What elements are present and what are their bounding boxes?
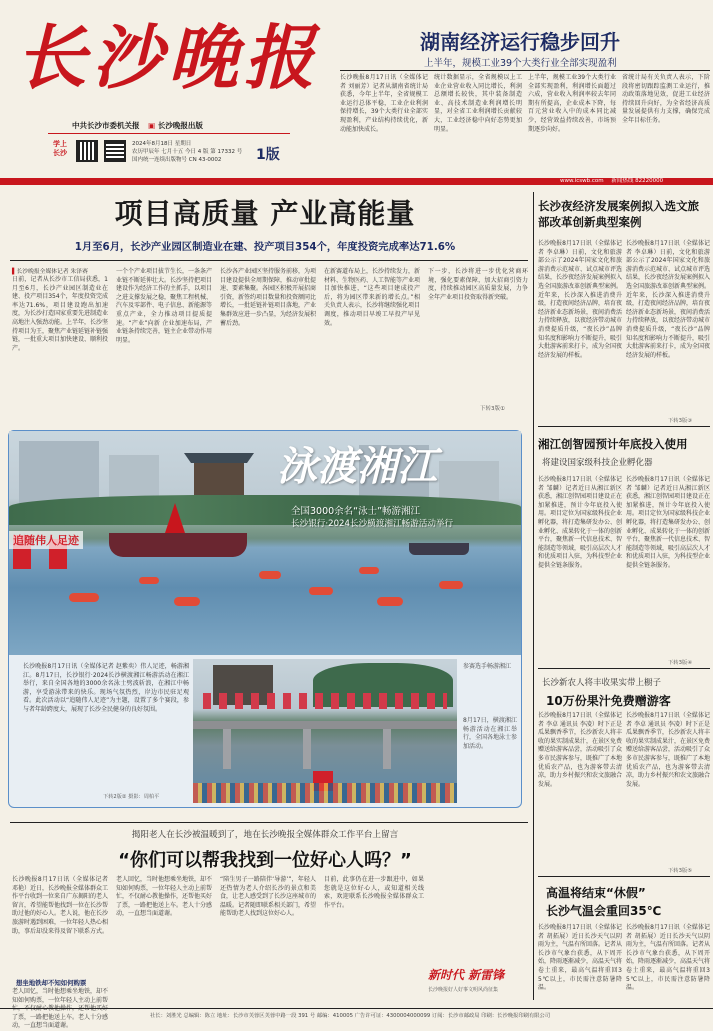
lead-story-col5: 下一步，长沙将进一步优化营商环境，强化要素保障，加大招商引资力度，持续推动园区高质量发展，力争全年产业项目投资取得新突破。 — [428, 268, 528, 301]
bottom-story-col3: “陪生男子一路陪伴‘导游’”，年轻人还热情为老人介绍长沙的景点和美食，让老人感受到了长沙这座城市的温暖。记者随即联系相关部门，希望能帮助老人找到这位好心人。 — [220, 876, 317, 918]
top-story-col3: 上半年，规模工业39个大类行业全部实现盈利，利润增长面超过六成，营业收入利润率较去年同期有所提高，企业成本下降，每百元营业收入中的成本同比减少，经营效益持续改善，市场预期逐步向好。 — [528, 74, 616, 133]
lead-story-headline: 项目高质量 产业高能量 — [114, 197, 416, 230]
lead-story-col4: 在新赛道布局上，长沙持续发力，新材料、生物医药、人工智能等产业项目加快推进，“这些项目建成投产后，将为园区带来新的增长点。”相关负责人表示，长沙将继续强化项目调度，推动项目早竣工早投产早见效。 — [324, 268, 421, 327]
bottom-story-col2: 老人回忆，当时他想乘坐地铁，却不知如何购票，一位年轻人主动上前帮忙，不仅耐心教他操作，还帮他买好了票，一路把他送上车。老人十分感动，一直想当面道谢。 — [116, 876, 213, 918]
photo-caption: 长沙晚报8月17日讯（全媒体记者 赵紫奕）伟人足迹，畅游湘江。8月17日，长沙银行·2024长沙横渡湘江畅游活动在湘江举行，来自全国各地的3000余名泳士劈波斩浪，在湘江中畅游，享受游泳带来的快乐。现场气氛热烈，岸边市民驻足观看。此次活动以“追随伟人足迹”为主题，设置了多个赛段，参与者年龄跨度大，展现了长沙全民健身的良好氛围。 — [23, 663, 189, 713]
bridge-photo — [193, 659, 457, 803]
qr-label: 学上 长沙 — [53, 140, 67, 157]
right-column — [538, 190, 710, 1002]
swim-photo — [9, 431, 521, 655]
bottom-story-col1b: 老人回忆，当时他想乘坐地铁，却不知如何购票，一位年轻人主动上前帮 了票，一路把他送上车。老人十分感动，一直想当面道谢。 — [12, 988, 109, 1030]
bottom-story-col1: 长沙晚报8月17日讯（全媒体记者 邓艳）近日，长沙晚报全媒体群众工作平台收到一位来自广东揭阳的老人留言，希望能帮他找到一位在长沙帮助过他的好心人。老人说，他在长沙旅游时遇到困难，一位年轻人热心相助，事后却没来得及留下联系方式。 — [12, 876, 109, 935]
photo-feature — [8, 430, 522, 808]
story4-headline2: 长沙气温会重回35℃ — [546, 904, 662, 918]
swimmer — [69, 593, 99, 602]
qr-code-icon — [76, 140, 98, 162]
story1-headline: 长沙夜经济发展案例拟入选文旅部改革创新典型案例 — [538, 199, 699, 229]
bottom-story-rule — [10, 822, 528, 823]
story1-body: 长沙晚报8月17日讯（全媒体记者 李卓琳）日前，文化和旅游部公示了2024年国家文化和旅游消费示范城市、试点城市评选结果，长沙夜经济发展案例拟入选全国旅游改革创新典型案例。近年来，长沙深入推进消费升级，打造夜间经济品牌，培育夜经济新业态新场景，夜间消费活力持续释放，以夜经济带动城市消费提质升级，“夜长沙”品牌知名度和影响力不断提升，吸引大批游客前来打卡，成为全国夜经济发展的样板。 — [538, 240, 623, 359]
story3-body: 长沙晚报8月17日讯（全媒体记者 李卓 通讯员 李凌）时下正是瓜果飘香季节，长沙新农人将丰收的果实制成果汁，在景区免费赠送给游客品尝，活动吸引了众多市民游客参与，既推广了本地优质农产品，也为游客带去清凉，助力乡村振兴和农文旅融合发展。 — [538, 712, 623, 788]
swimmer — [309, 587, 333, 595]
footer: 社长：刘胜光 总编辑：陈立 地址：长沙市芙蓉区芙蓉中路一段 391 号 邮编：410005 广告许可证：4300004000099 订阅：长沙市邮政局 印刷：长沙晚报印刷有限公司 — [150, 1013, 551, 1019]
photo-side-caption2: 8月17日，横渡湘江畅游活动在湘江举行，全国各地泳士参加活动。 — [463, 717, 518, 750]
top-story-sub: 上半年，规模工业39个大类行业全部实现盈利 — [424, 58, 617, 69]
bridge-pillar — [303, 729, 311, 769]
edition-badge: 1版 — [256, 147, 280, 163]
newspaper-logo: 长沙晚报 — [16, 16, 320, 99]
photo-banner: 追随伟人足迹 — [9, 531, 83, 549]
bottom-story-headline: “你们可以帮我找到一位好心人吗？” — [118, 850, 412, 871]
bottom-story-logo-sub: 长沙晚报好人好事文明风尚征集 — [428, 987, 499, 993]
lead-story-col1: 日前，记者从长沙市工信局获悉，1月至6月，长沙产业园区制造业在建、投产项目354个，年度投资完成率达71.6%，项目建设跑出加速度，为长沙打造国家重要先进制造业高地注入强劲动能。上半年，长沙坚持项目为王，聚焦产业链延链补链强链，一批重大项目加快建设、顺利投产。 — [12, 276, 109, 352]
red-banners — [203, 693, 447, 709]
lead-story-continued: 下转3版① — [480, 406, 505, 412]
top-story-col4: 省统计局有关负责人表示，下阶段将密切跟踪监测工业运行，推动政策落地见效，促进工业经济持续回升向好，为全省经济高质量发展提供有力支撑，确保完成全年目标任务。 — [622, 74, 710, 124]
swimmer — [139, 577, 159, 584]
lead-story-col2: 一个个产业项目拔节生长，一条条产业链不断延伸壮大。长沙坚持把项目建设作为经济工作的主抓手，以项目之进支撑发展之稳，聚焦工程机械、汽车及零部件、电子信息、新能源等重点产业，全力推动项目提质提速。“产业”向新 企业加速布局，产业链条持续完善，链主企业带动作用明显。 — [116, 268, 213, 344]
right-rule — [538, 668, 710, 669]
lead-story-col3: 长沙各产业园区坚持服务前移，为项目建设提供全周期保障，推动审批提速、要素集聚。各园区积极开展招商引资，新签约项目数量和投资额同比增长，一批延链补链项目落地，产业集群效应进一步凸显，为经济发展积蓄后劲。 — [220, 268, 317, 327]
story2-headline: 湘江创智园预计年底投入使用 — [538, 437, 688, 451]
story4-headline: 高温将结束“休假” — [546, 886, 646, 900]
bottom-story-sub1: 想坐地铁却不知如何购票 — [16, 979, 87, 987]
top-story-col2: 统计数据显示，全省规模以上工业企业营业收入同比增长，利润总额增长较快，其中装备制造业、高技术制造业利润增长明显，对全省工业利润增长贡献较大，工业经济稳中向好态势更加明显。 — [434, 74, 522, 133]
story3-body-2: 长沙晚报8月17日讯（全媒体记者 李卓 通讯员 李凌）时下正是瓜果飘香季节，长沙新农人将丰收的果实制成果汁，在景区免费赠送给游客品尝，活动吸引了众多市民游客参与，既推广了本地优质农产品，也为游客带去清凉，助力乡村振兴和农文旅融合发展。 — [626, 712, 711, 788]
story3-headline: 长沙新农人将丰收果实带上橱子 — [542, 678, 662, 688]
issue-info: 2024年8月18日 星期日 农历甲辰年 七月十五 今日 4 版 第 17332 号 国内统一连续出版物号 CN 43-0002 — [132, 141, 243, 163]
photo-title-line1: 全国3000余名“泳士”畅游湘江 — [291, 506, 421, 517]
boat — [409, 543, 469, 555]
masthead-rule — [48, 133, 290, 134]
publisher-line: 中共长沙市委机关报 ▣ 长沙晚报出版 — [72, 121, 203, 130]
top-story-col1: 长沙晚报8月17日讯（全媒体记者 刘丽芳）记者从湖南省统计局获悉，今年上半年，全省规模工业运行总体平稳，工业企业利润保持增长，39个大类行业全部实现盈利，产业结构持续优化，新动能加快成长。 — [340, 74, 428, 133]
column-divider — [533, 192, 534, 1000]
photo-side-caption1: 参赛选手畅游湘江 — [463, 663, 512, 670]
top-story-headline: 湖南经济运行稳步回升 — [420, 30, 620, 54]
story2-continued: 下转3版④ — [668, 660, 693, 666]
lead-story-rule — [10, 260, 528, 261]
swimmer — [439, 581, 463, 589]
qr-code-icon — [104, 140, 126, 162]
swimmer — [174, 597, 200, 606]
header-band-info: www.icswb.com 新闻热线 82220000 — [560, 178, 664, 184]
bridge-pillar — [223, 729, 231, 769]
lead-story-sub: 1月至6月，长沙产业园区制造业在建、投产项目354个，年度投资完成率达71.6% — [74, 241, 456, 253]
footer-rule — [0, 1008, 713, 1009]
story2-body-2: 长沙晚报8月17日讯（全媒体记者 邹麟）记者近日从湘江新区获悉，湘江创智园项目建设正在加紧推进，预计今年底投入使用。项目定位为国家级科技企业孵化器，将打造集研发办公、创业孵化、成果转化于一体的创新平台，聚焦新一代信息技术、智能制造等领域，吸引高层次人才和优质项目入驻，为科技型企业提供全链条服务。 — [626, 476, 711, 569]
top-story-rule — [340, 70, 710, 71]
swimmer — [259, 571, 281, 579]
swimmer — [359, 567, 379, 574]
masthead — [0, 0, 713, 178]
story2-sub: 将建设国家级科技企业孵化器 — [542, 458, 653, 468]
bottom-story-col4: 目前，此事仍在进一步跟进中，如果您就是这位好心人，或知道相关线索，欢迎联系长沙晚报全媒体群众工作平台。 — [324, 876, 424, 909]
story1-body-2: 长沙晚报8月17日讯（全媒体记者 李卓琳）日前，文化和旅游部公示了2024年国家文化和旅游消费示范城市、试点城市评选结果，长沙夜经济发展案例拟入选全国旅游改革创新典型案例。近年来，长沙深入推进消费升级，打造夜间经济品牌，培育夜经济新业态新场景，夜间消费活力持续释放，以夜经济带动城市消费提质升级，“夜长沙”品牌知名度和影响力不断提升，吸引大批游客前来打卡，成为全国夜经济发展的样板。 — [626, 240, 711, 359]
pavilion — [184, 453, 254, 463]
photo-title-big: 泳渡湘江 — [277, 443, 437, 490]
photo-title-line2: 长沙银行·2024长沙横渡湘江畅游活动举行 — [291, 519, 454, 529]
crowd — [193, 783, 457, 803]
story3-continued: 下转3版⑤ — [668, 868, 693, 874]
boat — [109, 533, 247, 557]
swimmer — [377, 597, 403, 606]
story4-body-2: 长沙晚报8月17日讯（全媒体记者 胡拓展）近日长沙天气以阴雨为主，气温有所回落。记者从长沙市气象台获悉，从下周开始，降雨逐渐减少，高温天气将卷土重来，最高气温将重回35℃以上，市民需注意防暑降温。 — [626, 924, 711, 992]
lead-story-byline: ▌长沙晚报全媒体记者 朱泽赛 — [12, 269, 88, 275]
story1-continued: 下转3版③ — [668, 418, 693, 424]
story4-body: 长沙晚报8月17日讯（全媒体记者 胡拓展）近日长沙天气以阴雨为主，气温有所回落。记者从长沙市气象台获悉，从下周开始，降雨逐渐减少，高温天气将卷土重来，最高气温将重回35℃以上，市民需注意防暑降温。 — [538, 924, 623, 992]
bottom-story-kicker: 揭阳老人在长沙被温暖到了，地在长沙晚报全媒体群众工作平台上留言 — [131, 830, 399, 840]
right-rule — [538, 426, 710, 427]
story2-body: 长沙晚报8月17日讯（全媒体记者 邹麟）记者近日从湘江新区获悉，湘江创智园项目建设正在加紧推进，预计今年底投入使用。项目定位为国家级科技企业孵化器，将打造集研发办公、创业孵化、成果转化于一体的创新平台，聚焦新一代信息技术、智能制造等领域，吸引高层次人才和优质项目入驻，为科技型企业提供全链条服务。 — [538, 476, 623, 569]
bridge — [193, 721, 457, 729]
story3-headline2: 10万份果汁免费赠游客 — [546, 694, 671, 708]
right-rule — [538, 876, 710, 877]
bridge-pillar — [383, 729, 391, 769]
photo-continued: 下转2版② 摄影：周柏平 — [103, 794, 160, 800]
bottom-story-logo: 新时代 新雷锋 — [428, 968, 505, 982]
